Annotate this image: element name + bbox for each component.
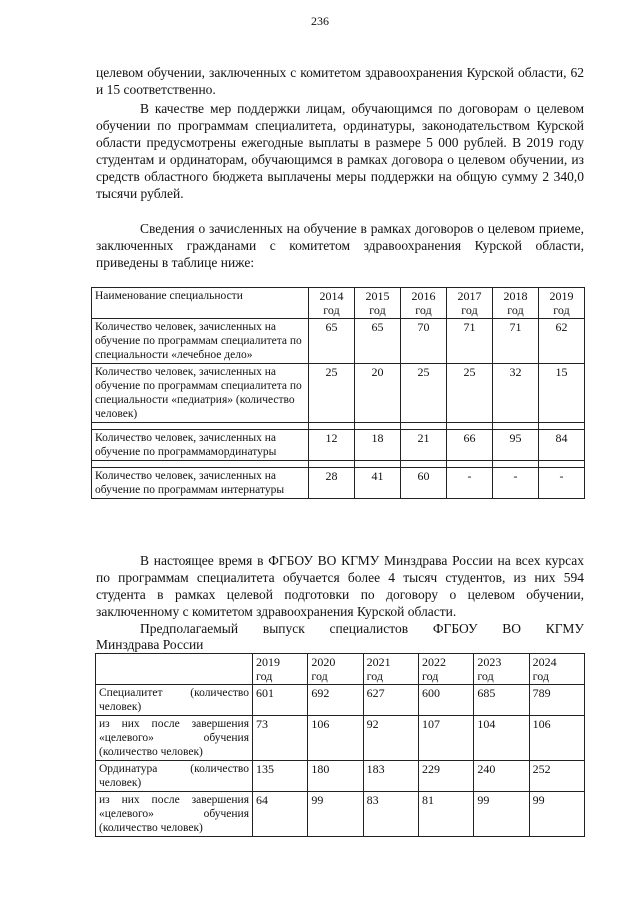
- year-header: 2018 год: [493, 288, 539, 319]
- table-cell: 627: [363, 685, 418, 716]
- table-cell: -: [539, 468, 585, 499]
- paragraph-graduation-forecast: Предполагаемый выпуск специалистов ФГБОУ ВО КГМУ: [140, 621, 584, 636]
- year-header: 2024 год: [529, 654, 584, 685]
- header-specialty: Наименование специальности: [92, 288, 309, 319]
- row-label: Ординатура (количество человек): [96, 761, 253, 792]
- table-cell: 789: [529, 685, 584, 716]
- table-cell: 71: [447, 319, 493, 364]
- row-label: Количество человек, зачисленных на обучение по программамординатуры: [92, 430, 309, 461]
- page-number: 236: [311, 14, 329, 28]
- table-cell: 92: [363, 716, 418, 761]
- table-cell: 25: [309, 364, 355, 423]
- header-empty: [96, 654, 253, 685]
- table-cell: 20: [355, 364, 401, 423]
- table-cell: 70: [401, 319, 447, 364]
- table-cell: 99: [308, 792, 363, 837]
- year-header: 2021 год: [363, 654, 418, 685]
- row-label: Специалитет (количество человек): [96, 685, 253, 716]
- table-spacer-row: [92, 461, 585, 468]
- table-cell: 25: [447, 364, 493, 423]
- table-cell: -: [493, 468, 539, 499]
- table-cell: 600: [418, 685, 473, 716]
- graduation-forecast-table: [95, 653, 585, 837]
- table-cell: 240: [474, 761, 529, 792]
- table-row: [92, 430, 585, 461]
- table-row: [96, 716, 585, 761]
- table-row: [92, 364, 585, 423]
- table-cell: 73: [253, 716, 308, 761]
- year-header: 2019 год: [539, 288, 585, 319]
- table-cell: 65: [309, 319, 355, 364]
- table-header-row: [92, 288, 585, 319]
- table-cell: 692: [308, 685, 363, 716]
- enrollment-table: [91, 287, 585, 499]
- table-cell: 65: [355, 319, 401, 364]
- table-cell: 183: [363, 761, 418, 792]
- table-cell: 71: [493, 319, 539, 364]
- row-label: Количество человек, зачисленных на обучение по программам интернатуры: [92, 468, 309, 499]
- table-cell: 18: [355, 430, 401, 461]
- table-row: [92, 468, 585, 499]
- year-header: 2019 год: [253, 654, 308, 685]
- table-row: [92, 319, 585, 364]
- table-cell: 252: [529, 761, 584, 792]
- table-cell: 84: [539, 430, 585, 461]
- table-header-row: [96, 654, 585, 685]
- table-cell: 60: [401, 468, 447, 499]
- table-cell: 106: [308, 716, 363, 761]
- table-cell: 95: [493, 430, 539, 461]
- table-cell: 81: [418, 792, 473, 837]
- table-cell: 25: [401, 364, 447, 423]
- row-label: из них после завершения «целевого» обучения (количество человек): [96, 716, 253, 761]
- table-cell: 99: [529, 792, 584, 837]
- table-cell: 12: [309, 430, 355, 461]
- table-cell: 229: [418, 761, 473, 792]
- table-cell: 135: [253, 761, 308, 792]
- year-header: 2020 год: [308, 654, 363, 685]
- year-header: 2022 год: [418, 654, 473, 685]
- paragraph-table-intro: Сведения о зачисленных на обучение в рамках договоров о целевом приеме, заключенных гражданами с комитетом здравоохранения Курской области, приведены в таблице ниже:: [96, 221, 584, 270]
- table-cell: 601: [253, 685, 308, 716]
- paragraph-support-measures: В качестве мер поддержки лицам, обучающимся по договорам о целевом обучении по программам специалитета, ординатуры, законодательством Курской области предусмотрены ежегодные выплаты в размере 5 000 рублей. В 2019 году студентам и ординаторам, обучающимся в рамках договора о целевом обучении, из средств областного бюджета выплачены меры поддержки на общую сумму 2 340,0 тысячи рублей.: [96, 101, 584, 201]
- table-cell: -: [447, 468, 493, 499]
- table-cell: 32: [493, 364, 539, 423]
- table-cell: 685: [474, 685, 529, 716]
- paragraph-graduation-forecast-cont: Минздрава России: [96, 637, 204, 652]
- table-cell: 21: [401, 430, 447, 461]
- table-cell: 99: [474, 792, 529, 837]
- year-header: 2015 год: [355, 288, 401, 319]
- table-cell: 15: [539, 364, 585, 423]
- table-cell: 66: [447, 430, 493, 461]
- row-label: Количество человек, зачисленных на обучение по программам специалитета по специальности «лечебное дело»: [92, 319, 309, 364]
- table-row: [96, 685, 585, 716]
- year-header: 2023 год: [474, 654, 529, 685]
- year-header: 2016 год: [401, 288, 447, 319]
- table-cell: 83: [363, 792, 418, 837]
- year-header: 2014 год: [309, 288, 355, 319]
- table-row: [96, 761, 585, 792]
- table-cell: 41: [355, 468, 401, 499]
- row-label: из них после завершения «целевого» обучения (количество человек): [96, 792, 253, 837]
- table-spacer-row: [92, 423, 585, 430]
- table-row: [96, 792, 585, 837]
- row-label: Количество человек, зачисленных на обучение по программам специалитета по специальности «педиатрия» (количество человек): [92, 364, 309, 423]
- table-cell: 107: [418, 716, 473, 761]
- paragraph-continuation: целевом обучении, заключенных с комитетом здравоохранения Курской области, 62 и 15 соответственно.: [96, 65, 584, 97]
- paragraph-current-students: В настоящее время в ФГБОУ ВО КГМУ Минздрава России на всех курсах по программам специалитета обучается более 4 тысяч студентов, из них 594 студента в рамках целевой подготовки по договору о целевом обучении, заключенному с комитетом здравоохранения Курской области.: [96, 553, 584, 619]
- table-cell: 180: [308, 761, 363, 792]
- table-cell: 62: [539, 319, 585, 364]
- table-cell: 64: [253, 792, 308, 837]
- year-header: 2017 год: [447, 288, 493, 319]
- table-cell: 28: [309, 468, 355, 499]
- table-cell: 106: [529, 716, 584, 761]
- table-cell: 104: [474, 716, 529, 761]
